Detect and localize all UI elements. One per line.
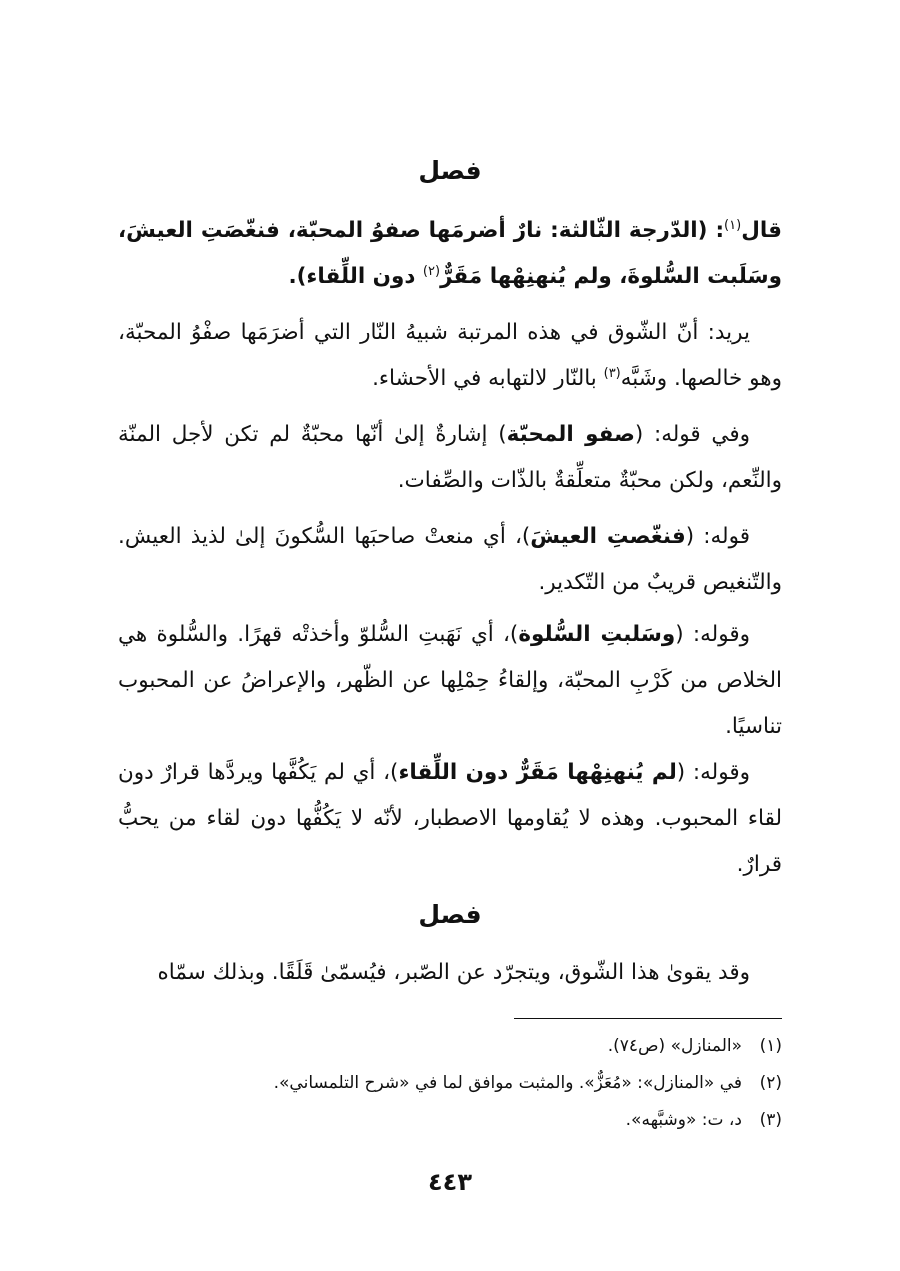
book-page [118, 0, 782, 1271]
paragraph [118, 412, 782, 504]
quote-lead: قال [741, 218, 782, 243]
section-heading: فصل [418, 900, 482, 929]
footnote-text: «المنازل» (ص٧٤). [607, 1036, 742, 1056]
paragraph-text: )، أي لم يَكُفَّها ويردَّها قرارٌ دون لقاء المحبوب. وهذه لا يُقاومها الاصطبار، لأنّه لا يَكُفُّها دون لقاء من يحبُّ قرارٌ. [118, 760, 782, 877]
section-heading: فصل [418, 156, 482, 185]
quote-text-end: دون اللِّقاء). [288, 264, 423, 289]
paragraph-text: )، أي منعتْ صاحبَها السُّكونَ إلىٰ لذيذ العيش. والتّنغيص قريبٌ من التّكدير. [118, 524, 782, 595]
footnote-ref: (٣) [603, 365, 621, 381]
paragraph-text: )، أي نَهَبتِ السُّلوّ وأخذتْه قهرًا. والسُّلوة هي الخلاص من كَرْبِ المحبّة، وإلقاءُ حِمْلِها عن الظّهر، والإعراضُ عن المحبوب تناسيًا. [118, 622, 782, 739]
footnote [118, 1034, 782, 1058]
footnote [118, 1071, 782, 1095]
paragraph-text: يريد: أنّ الشّوق في هذه المرتبة شبيهُ النّار التي أضرَمَها صفْوُ المحبّة، وهو خالصها. وشَبَّه [118, 320, 782, 391]
footnote-divider [514, 1018, 782, 1019]
paragraph-text: وفي قوله: ( [634, 422, 750, 447]
paragraph [118, 950, 782, 996]
footnote-text: د، ت: «وشبَّهه». [625, 1110, 742, 1130]
footnote-number: (٣) [759, 1110, 782, 1130]
paragraph-text: وقد يقوىٰ هذا الشّوق، ويتجرّد عن الصّبر، فيُسمّىٰ قَلَقًا. وبذلك سمّاه [157, 960, 750, 985]
footnote [118, 1108, 782, 1132]
paragraph [118, 514, 782, 606]
quoted-term: صفو المحبّة [506, 422, 635, 447]
paragraph-text: وقوله: ( [676, 760, 750, 785]
paragraph-text: قوله: ( [685, 524, 750, 549]
paragraph-text: بالنّار لالتهابه في الأحشاء. [372, 366, 604, 391]
quoted-term: فنغّصتِ العيشَ [530, 524, 686, 549]
paragraph-quote [118, 208, 782, 300]
footnote-number: (٢) [759, 1073, 782, 1093]
paragraph [118, 750, 782, 888]
quoted-term: وسَلبتِ السُّلوة [518, 622, 676, 647]
paragraph [118, 310, 782, 402]
page-number: ٤٤٣ [428, 1168, 472, 1196]
paragraph [118, 612, 782, 750]
paragraph-text: وقوله: ( [675, 622, 751, 647]
footnote-number: (١) [759, 1036, 782, 1056]
paragraph-text: ) إشارةٌ إلىٰ أنّها محبّةٌ لم تكن لأجل المنّة والنِّعم، ولكن محبّةٌ متعلِّقةٌ بالذّات والصِّفات. [118, 422, 782, 493]
footnote-ref: (٢) [422, 263, 441, 279]
footnote-text: في «المنازل»: «مُعَزٌّ». والمثبت موافق لما في «شرح التلمساني». [273, 1073, 742, 1093]
footnote-ref: (١) [724, 217, 742, 233]
quote-text: : (الدّرجة الثّالثة: نارٌ أضرمَها صفوُ المحبّة، فنغّصَتِ العيشَ، وسَلَبت السُّلوةَ، ولم يُنهنِهْها مَقَرٌّ [118, 218, 782, 289]
quoted-term: لم يُنهنِهْها مَقَرٌّ دون اللِّقاء [398, 760, 677, 785]
